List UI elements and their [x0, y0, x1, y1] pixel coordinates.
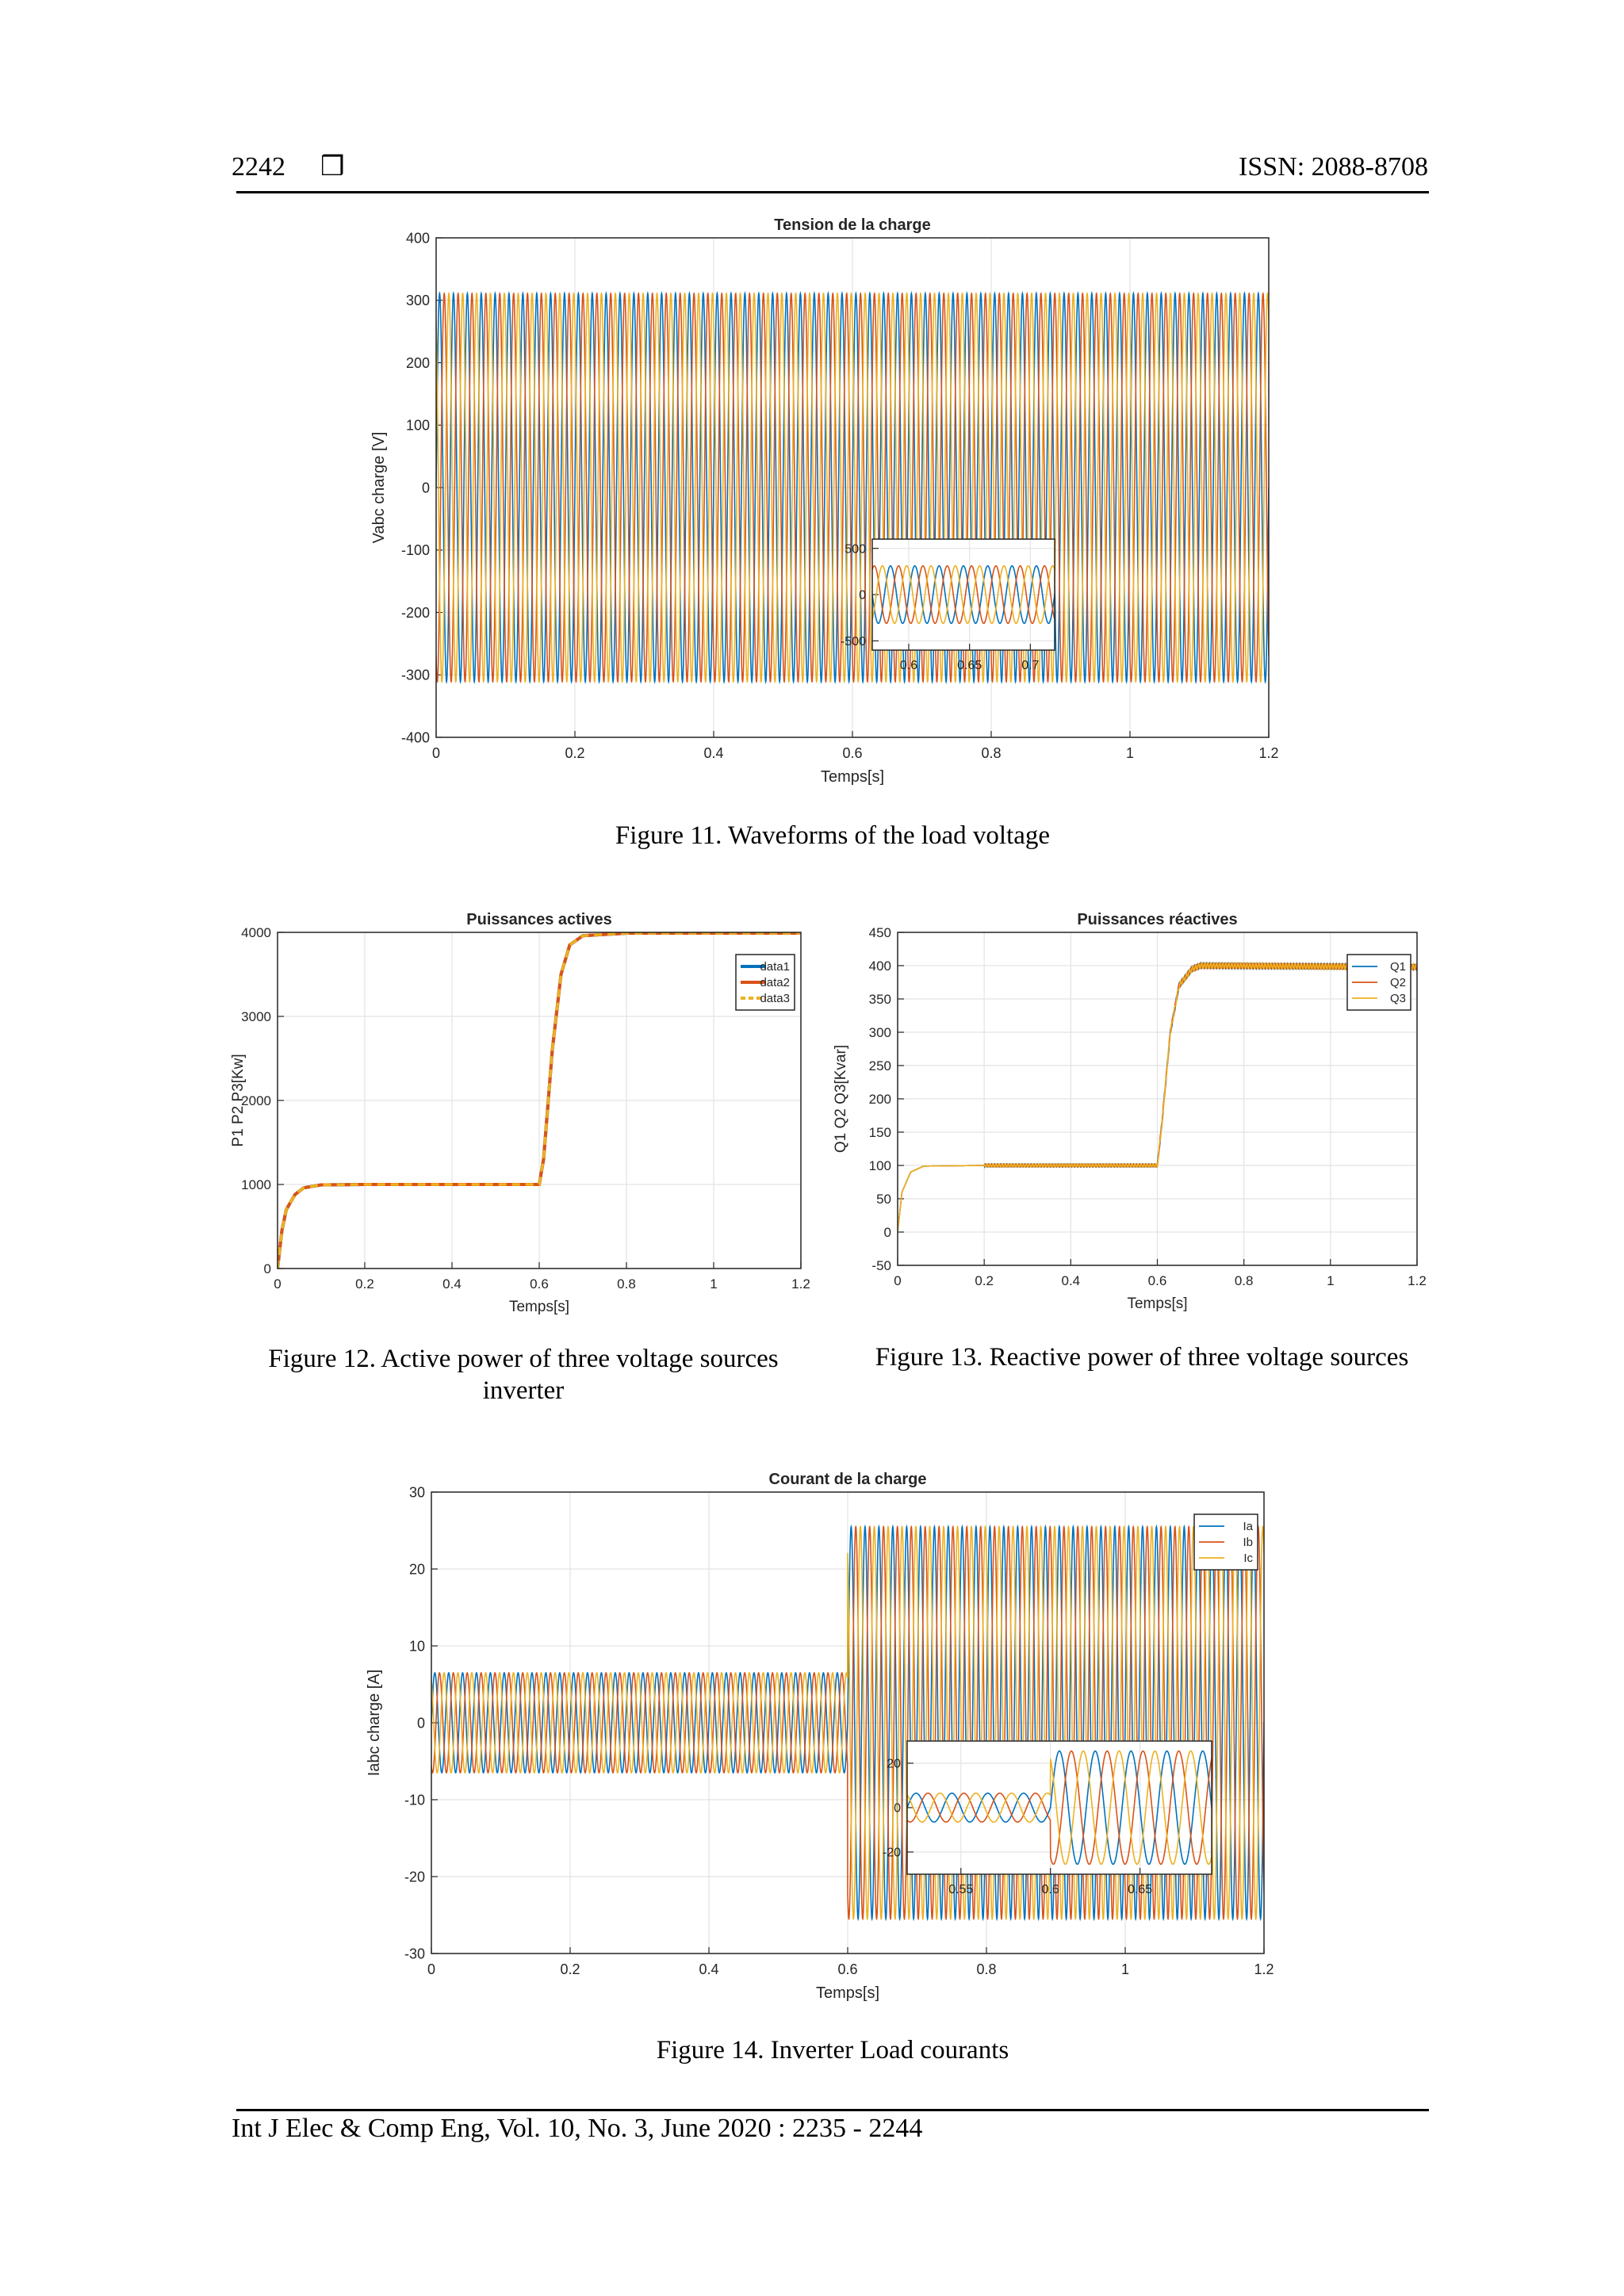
- x-tick-label: 0.2: [560, 1961, 580, 1977]
- chart-title: Puissances réactives: [1077, 911, 1238, 928]
- y-tick-label: -400: [400, 729, 430, 746]
- legend-label-data3: data3: [760, 992, 790, 1005]
- x-tick-label: 0.6: [530, 1276, 549, 1292]
- figure-13-chart: [833, 904, 1443, 1316]
- chart-title: Tension de la charge: [774, 216, 931, 234]
- y-tick-label: 20: [887, 1757, 901, 1771]
- x-tick-label: 0.4: [442, 1276, 462, 1292]
- y-tick-label: 450: [868, 924, 891, 940]
- x-tick-label: 0.6: [1147, 1273, 1167, 1288]
- y-tick-label: 50: [876, 1191, 891, 1207]
- figure-13-caption: Figure 13. Reactive power of three voltage sources: [875, 1343, 1409, 1372]
- x-tick-label: 0.4: [699, 1961, 719, 1977]
- x-tick-label: 1: [710, 1276, 718, 1292]
- y-tick-label: 400: [868, 958, 891, 974]
- y-tick-label: 1000: [241, 1177, 271, 1192]
- figure-14-chart: [365, 1459, 1300, 2006]
- chart-title: Puissances actives: [466, 911, 612, 928]
- y-tick-label: 0: [894, 1801, 901, 1816]
- x-axis-label: Temps[s]: [820, 768, 885, 786]
- x-tick-label: 0.8: [617, 1276, 636, 1292]
- issn: ISSN: 2088-8708: [1239, 152, 1428, 182]
- y-tick-label: 10: [408, 1638, 425, 1655]
- y-tick-label: 0: [859, 588, 866, 603]
- y-tick-label: -30: [404, 1946, 425, 1962]
- y-tick-label: 100: [405, 417, 430, 434]
- y-axis-label: Vabc charge [V]: [370, 431, 388, 544]
- x-tick-label: 0: [274, 1276, 282, 1292]
- figure-14-caption: Figure 14. Inverter Load courants: [656, 2036, 1009, 2064]
- legend-label-Ia: Ia: [1243, 1520, 1253, 1533]
- x-tick-label: 1: [1125, 745, 1135, 761]
- x-axis-label: Temps[s]: [1127, 1295, 1188, 1312]
- y-tick-label: 0: [263, 1261, 271, 1276]
- chart-title: Courant de la charge: [768, 1471, 927, 1488]
- figure-12-caption: [238, 1343, 809, 1406]
- x-tick-label: 0: [431, 745, 441, 761]
- x-tick-label: 1.2: [1254, 1961, 1274, 1977]
- x-tick-label: 0.4: [703, 745, 724, 761]
- figure-12-caption-line2: inverter: [482, 1376, 565, 1405]
- y-tick-label: 30: [408, 1484, 425, 1501]
- x-tick-label: 0: [427, 1961, 436, 1977]
- y-tick-label: -50: [871, 1257, 891, 1273]
- x-tick-label: 0.8: [976, 1961, 997, 1977]
- legend-label-Q3: Q3: [1389, 992, 1406, 1005]
- x-tick-label: 0.8: [1234, 1273, 1254, 1288]
- y-tick-label: 4000: [241, 924, 271, 940]
- legend-label-Q1: Q1: [1389, 960, 1406, 974]
- y-tick-label: -10: [404, 1792, 425, 1808]
- y-tick-label: 0: [416, 1715, 425, 1732]
- x-tick-label: 1.2: [1408, 1273, 1427, 1288]
- x-tick-label: 0.6: [899, 659, 918, 672]
- y-tick-label: -100: [400, 542, 430, 559]
- y-tick-label: 350: [868, 991, 891, 1007]
- x-tick-label: 0.8: [981, 745, 1002, 761]
- legend-label-data2: data2: [760, 976, 790, 989]
- x-tick-label: 1: [1327, 1273, 1335, 1288]
- page-number: 2242: [232, 152, 285, 182]
- figure-12-chart: [230, 904, 817, 1316]
- x-axis-label: Temps[s]: [508, 1299, 570, 1315]
- y-tick-label: 200: [405, 354, 430, 371]
- figure-11-chart: [365, 214, 1300, 793]
- footer-journal: Int J Elec & Comp Eng, Vol. 10, No. 3, June 2020 : 2235 - 2244: [232, 2114, 923, 2143]
- x-tick-label: 0.2: [975, 1273, 994, 1288]
- x-tick-label: 0.65: [1128, 1883, 1153, 1896]
- y-tick-label: 250: [868, 1058, 891, 1073]
- y-tick-label: 300: [868, 1024, 891, 1040]
- y-tick-label: 150: [868, 1124, 891, 1140]
- y-tick-label: 3000: [241, 1008, 271, 1024]
- y-axis-label: Q1 Q2 Q3[Kvar]: [833, 1044, 849, 1154]
- y-axis-label: Iabc charge [A]: [366, 1669, 383, 1777]
- figure-11-caption: Figure 11. Waveforms of the load voltage: [615, 821, 1051, 850]
- y-tick-label: 200: [868, 1091, 891, 1107]
- inset-zoom: [883, 1741, 1212, 1896]
- legend-label-data1: data1: [760, 960, 790, 974]
- x-tick-label: 0.55: [948, 1883, 974, 1896]
- y-tick-label: 0: [421, 480, 430, 496]
- y-tick-label: -500: [840, 634, 866, 649]
- header-rule: [236, 191, 1429, 193]
- x-tick-label: 0.6: [842, 745, 863, 761]
- x-axis-label: Temps[s]: [815, 1984, 880, 2002]
- legend-label-Q2: Q2: [1389, 976, 1406, 989]
- x-tick-label: 0.2: [565, 745, 585, 761]
- y-axis-label: P1 P2 P3[Kw]: [230, 1054, 247, 1147]
- y-tick-label: -300: [400, 667, 430, 683]
- y-tick-label: -20: [404, 1869, 425, 1885]
- y-tick-label: 2000: [241, 1093, 271, 1108]
- legend-label-Ib: Ib: [1243, 1536, 1253, 1549]
- y-tick-label: 20: [408, 1561, 425, 1578]
- x-tick-label: 0.7: [1021, 659, 1040, 672]
- x-tick-label: 1.2: [1258, 745, 1279, 761]
- y-tick-label: 100: [868, 1158, 891, 1173]
- y-tick-label: -200: [400, 604, 430, 621]
- x-tick-label: 0.6: [837, 1961, 858, 1977]
- x-tick-label: 0.6: [1041, 1883, 1059, 1896]
- x-tick-label: 0.65: [957, 659, 982, 672]
- x-tick-label: 0.4: [1061, 1273, 1081, 1288]
- header-square-icon: ❒: [320, 152, 345, 182]
- x-tick-label: 0.2: [355, 1276, 374, 1292]
- x-tick-label: 1.2: [791, 1276, 810, 1292]
- footer-rule: [236, 2109, 1429, 2111]
- y-tick-label: 400: [405, 230, 430, 247]
- legend-label-Ic: Ic: [1243, 1552, 1253, 1565]
- y-tick-label: -20: [882, 1846, 901, 1860]
- y-tick-label: 0: [883, 1224, 891, 1240]
- y-tick-label: 300: [405, 293, 430, 309]
- figure-12-caption-line1: Figure 12. Active power of three voltage sources: [268, 1345, 779, 1373]
- x-tick-label: 0: [894, 1273, 902, 1288]
- y-tick-label: 500: [845, 542, 866, 557]
- x-tick-label: 1: [1120, 1961, 1130, 1977]
